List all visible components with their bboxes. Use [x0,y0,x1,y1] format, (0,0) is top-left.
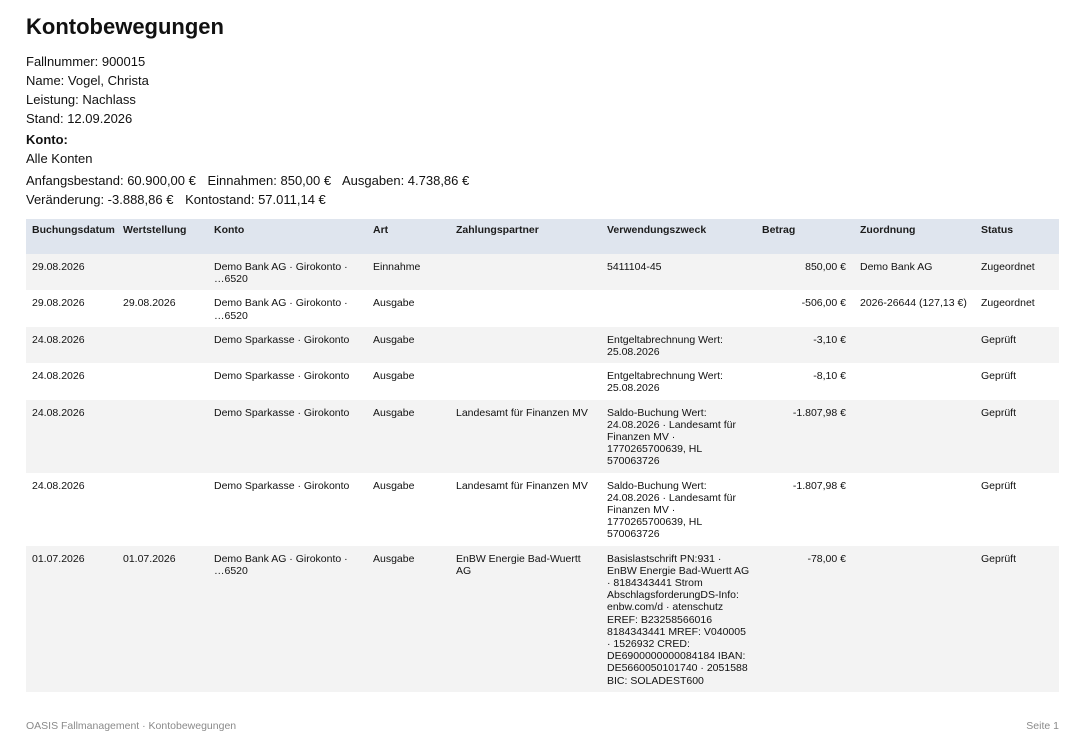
cell-status: Geprüft [975,327,1059,363]
cell-amount: 850,00 € [756,254,854,290]
summary-line-1 [26,173,477,188]
cell-status: Geprüft [975,546,1059,692]
table-header-row [26,219,1059,254]
opening-balance: Anfangsbestand: 60.900,00 € [26,173,196,188]
cell-account: Demo Bank AG · Girokonto · …6520 [208,290,367,326]
cell-payment-partner [450,327,601,363]
footer-left: OASIS Fallmanagement · Kontobewegungen [26,720,237,732]
cell-purpose: Saldo-Buchung Wert: 24.08.2026 · Landesamt für Finanzen MV · 1770265700639, HL 570063726 [601,473,756,546]
cell-account: Demo Sparkasse · Girokonto [208,327,367,363]
cell-payment-partner [450,254,601,290]
cell-assignment [854,400,975,473]
cell-assignment [854,327,975,363]
cell-type: Ausgabe [367,400,450,473]
cell-booking-date: 29.08.2026 [26,254,117,290]
cell-status: Zugeordnet [975,290,1059,326]
cell-status: Zugeordnet [975,254,1059,290]
cell-type: Ausgabe [367,363,450,399]
table-row [26,473,1059,546]
cell-payment-partner [450,363,601,399]
cell-booking-date: 24.08.2026 [26,473,117,546]
cell-payment-partner: Landesamt für Finanzen MV [450,473,601,546]
cell-type: Ausgabe [367,546,450,692]
cell-assignment [854,546,975,692]
page-number: Seite 1 [1026,720,1059,732]
cell-amount: -1.807,98 € [756,400,854,473]
cell-payment-partner: Landesamt für Finanzen MV [450,400,601,473]
cell-booking-date: 24.08.2026 [26,327,117,363]
cell-value-date [117,327,208,363]
header-zahlungspartner: Zahlungspartner [450,219,601,254]
case-meta [26,52,149,128]
cell-value-date [117,473,208,546]
cell-purpose: Saldo-Buchung Wert: 24.08.2026 · Landesamt für Finanzen MV · 1770265700639, HL 570063726 [601,400,756,473]
as-of-date: Stand: 12.09.2026 [26,111,133,126]
cell-account: Demo Sparkasse · Girokonto [208,473,367,546]
table-row [26,290,1059,326]
summary-line-2 [26,192,334,207]
cell-booking-date: 01.07.2026 [26,546,117,692]
table-row [26,363,1059,399]
cell-value-date: 29.08.2026 [117,290,208,326]
table-body [26,254,1059,692]
table-row [26,327,1059,363]
page-title: Kontobewegungen [26,14,224,39]
cell-account: Demo Bank AG · Girokonto · …6520 [208,546,367,692]
cell-value-date [117,254,208,290]
cell-assignment [854,363,975,399]
header-wertstellung: Wertstellung [117,219,208,254]
case-number: Fallnummer: 900015 [26,54,146,69]
cell-amount: -8,10 € [756,363,854,399]
header-konto: Konto [208,219,367,254]
cell-amount: -1.807,98 € [756,473,854,546]
cell-purpose: Basislastschrift PN:931 · EnBW Energie Bad-Wuertt AG · 8184343441 Strom AbschlagsforderungDS-Info: enbw.com/d · atenschutz EREF: B23258566016 8184343441 MREF: V040005 · 1526932 CRED: DE6900000000084184 IBAN: DE5660050101740 · 2051588 BIC: SOLADEST600 [601,546,756,692]
cell-booking-date: 24.08.2026 [26,400,117,473]
header-zuordnung: Zuordnung [854,219,975,254]
service-type: Leistung: Nachlass [26,92,136,107]
cell-status: Geprüft [975,400,1059,473]
account-value: Alle Konten [26,151,93,166]
cell-purpose: Entgeltabrechnung Wert: 25.08.2026 [601,363,756,399]
table-row [26,254,1059,290]
cell-payment-partner: EnBW Energie Bad-Wuertt AG [450,546,601,692]
header-status: Status [975,219,1059,254]
account-label: Konto: [26,132,68,147]
cell-assignment: 2026-26644 (127,13 €) [854,290,975,326]
cell-purpose: 5411104-45 [601,254,756,290]
cell-type: Ausgabe [367,473,450,546]
header-buchungsdatum: Buchungsdatum [26,219,117,254]
client-name: Name: Vogel, Christa [26,73,149,88]
cell-type: Ausgabe [367,290,450,326]
header-betrag: Betrag [756,219,854,254]
cell-status: Geprüft [975,473,1059,546]
balance-change: Veränderung: -3.888,86 € [26,192,174,207]
cell-account: Demo Sparkasse · Girokonto [208,363,367,399]
cell-type: Ausgabe [367,327,450,363]
cell-value-date [117,363,208,399]
cell-status: Geprüft [975,363,1059,399]
cell-amount: -78,00 € [756,546,854,692]
header-verwendungszweck: Verwendungszweck [601,219,756,254]
table-row [26,400,1059,473]
income-total: Einnahmen: 850,00 € [207,173,332,188]
cell-account: Demo Bank AG · Girokonto · …6520 [208,254,367,290]
cell-assignment [854,473,975,546]
header-art: Art [367,219,450,254]
cell-amount: -506,00 € [756,290,854,326]
cell-booking-date: 24.08.2026 [26,363,117,399]
cell-purpose [601,290,756,326]
transactions-table [26,219,1059,692]
cell-type: Einnahme [367,254,450,290]
table-row [26,546,1059,692]
cell-booking-date: 29.08.2026 [26,290,117,326]
cell-value-date [117,400,208,473]
account-balance: Kontostand: 57.011,14 € [185,192,326,207]
cell-assignment: Demo Bank AG [854,254,975,290]
expense-total: Ausgaben: 4.738,86 € [342,173,470,188]
cell-purpose: Entgeltabrechnung Wert: 25.08.2026 [601,327,756,363]
cell-value-date: 01.07.2026 [117,546,208,692]
cell-account: Demo Sparkasse · Girokonto [208,400,367,473]
cell-amount: -3,10 € [756,327,854,363]
cell-payment-partner [450,290,601,326]
